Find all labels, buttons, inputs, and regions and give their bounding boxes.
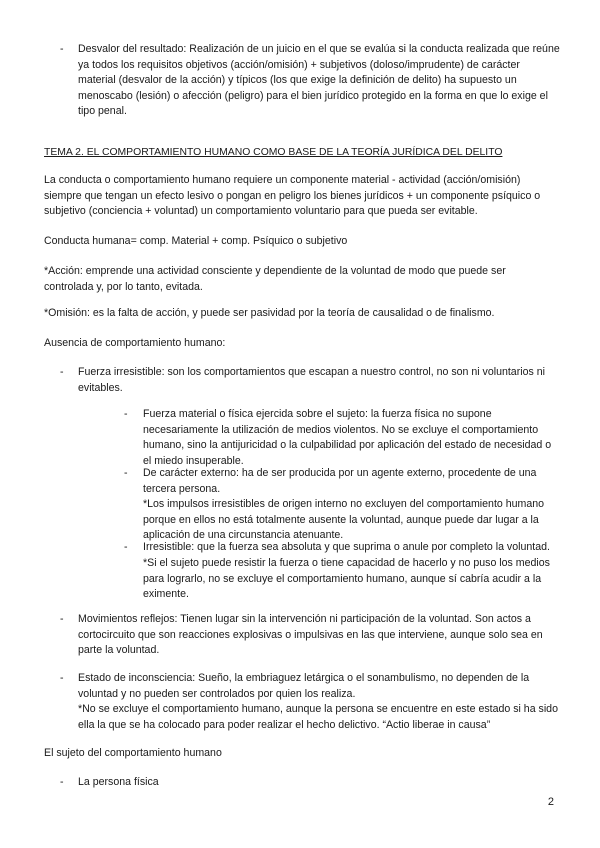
paragraph-formula: Conducta humana= comp. Material + comp. Psíquico o subjetivo	[44, 235, 348, 247]
list-item-inconsciencia: Estado de inconsciencia: Sueño, la embriaguez letárgica o el sonambulismo, no dependen de la voluntad y no pueden ser controlados por quien los realiza.	[78, 672, 530, 700]
sub-item-fuerza-material: Fuerza material o física ejercida sobre el sujeto: la fuerza física no supone necesariamente la utilización de medios violentos. No se excluye el comportamiento humano, sino la antijuricidad o la culpabilidad por aplicación del estado de necesidad o el miedo insuperable.	[143, 408, 552, 467]
list-item-fuerza: Fuerza irresistible: son los comportamientos que escapan a nuestro control, no son ni voluntarios ni evitables.	[78, 366, 545, 394]
list-item-persona-fisica: La persona física	[78, 776, 159, 788]
bullet-dash: -	[60, 43, 64, 55]
bullet-dash: -	[124, 541, 128, 553]
bullet-dash: -	[60, 776, 64, 788]
page-number: 2	[547, 796, 554, 808]
paragraph-omision: *Omisión: es la falta de acción, y puede ser pasividad por la teoría de causalidad o de finalismo.	[44, 307, 495, 319]
list-item-reflejos: Movimientos reflejos: Tienen lugar sin la intervención ni participación de la voluntad. Son actos a cortocircuito que son reacciones explosivas o impulsivas en las que interviene, aunque solo sea en parte la voluntad.	[78, 613, 543, 657]
list-item-desvalor: Desvalor del resultado: Realización de un juicio en el que se evalúa si la conducta realizada que reúne ya todos los requisitos objetivos (acción/omisión) + subjetivos (doloso/imprudente) de carácter material (desvalor de la acción) y típicos (los que exige la definición de delito) ha supuesto un menoscabo (lesión) o afección (peligro) para el bien jurídico protegido en la forma en que lo exige el tipo penal.	[78, 43, 560, 118]
bullet-dash: -	[60, 366, 64, 378]
section-heading: TEMA 2. EL COMPORTAMIENTO HUMANO COMO BASE DE LA TEORÍA JURÍDICA DEL DELITO	[44, 147, 503, 158]
paragraph-ausencia: Ausencia de comportamiento humano:	[44, 337, 226, 349]
bullet-dash: -	[60, 613, 64, 625]
sub-item-caracter-externo: De carácter externo: ha de ser producida por un agente externo, procedente de una tercera persona.	[143, 467, 537, 495]
bullet-dash: -	[124, 408, 128, 420]
paragraph-intro: La conducta o comportamiento humano requiere un componente material - actividad (acción/omisión) siempre que tengan un efecto lesivo o pongan en peligro los bienes jurídicos + un componente psíquico o subjetivo (conciencia + voluntad) un comportamiento voluntario para que pueda ser evitable.	[44, 174, 541, 218]
sub-item-irresistible: Irresistible: que la fuerza sea absoluta y que suprima o anule por completo la voluntad.	[143, 541, 550, 553]
bullet-dash: -	[124, 467, 128, 479]
paragraph-accion: *Acción: emprende una actividad consciente y dependiente de la voluntad de modo que puede ser controlada y, por lo tanto, evitada.	[44, 265, 506, 293]
paragraph-sujeto: El sujeto del comportamiento humano	[44, 747, 222, 759]
bullet-dash: -	[60, 672, 64, 684]
sub-item-note-resistir: *Si el sujeto puede resistir la fuerza o tiene capacidad de hacerlo y no puso los medios para lograrlo, no se excluye el comportamiento humano, aunque sí cabría acudir a la eximente.	[143, 557, 550, 601]
list-item-note-actio: *No se excluye el comportamiento humano, aunque la persona se encuentre en este estado si ha sido ella la que se ha colocado para poder realizar el hecho delictivo. “Actio liberae in causa”	[78, 703, 558, 731]
sub-item-note-impulsos: *Los impulsos irresistibles de origen interno no excluyen del comportamiento humano porque en ellos no está totalmente ausente la voluntad, aunque puede dar lugar a la aplicación de una circunstancia atenuante.	[143, 498, 545, 542]
